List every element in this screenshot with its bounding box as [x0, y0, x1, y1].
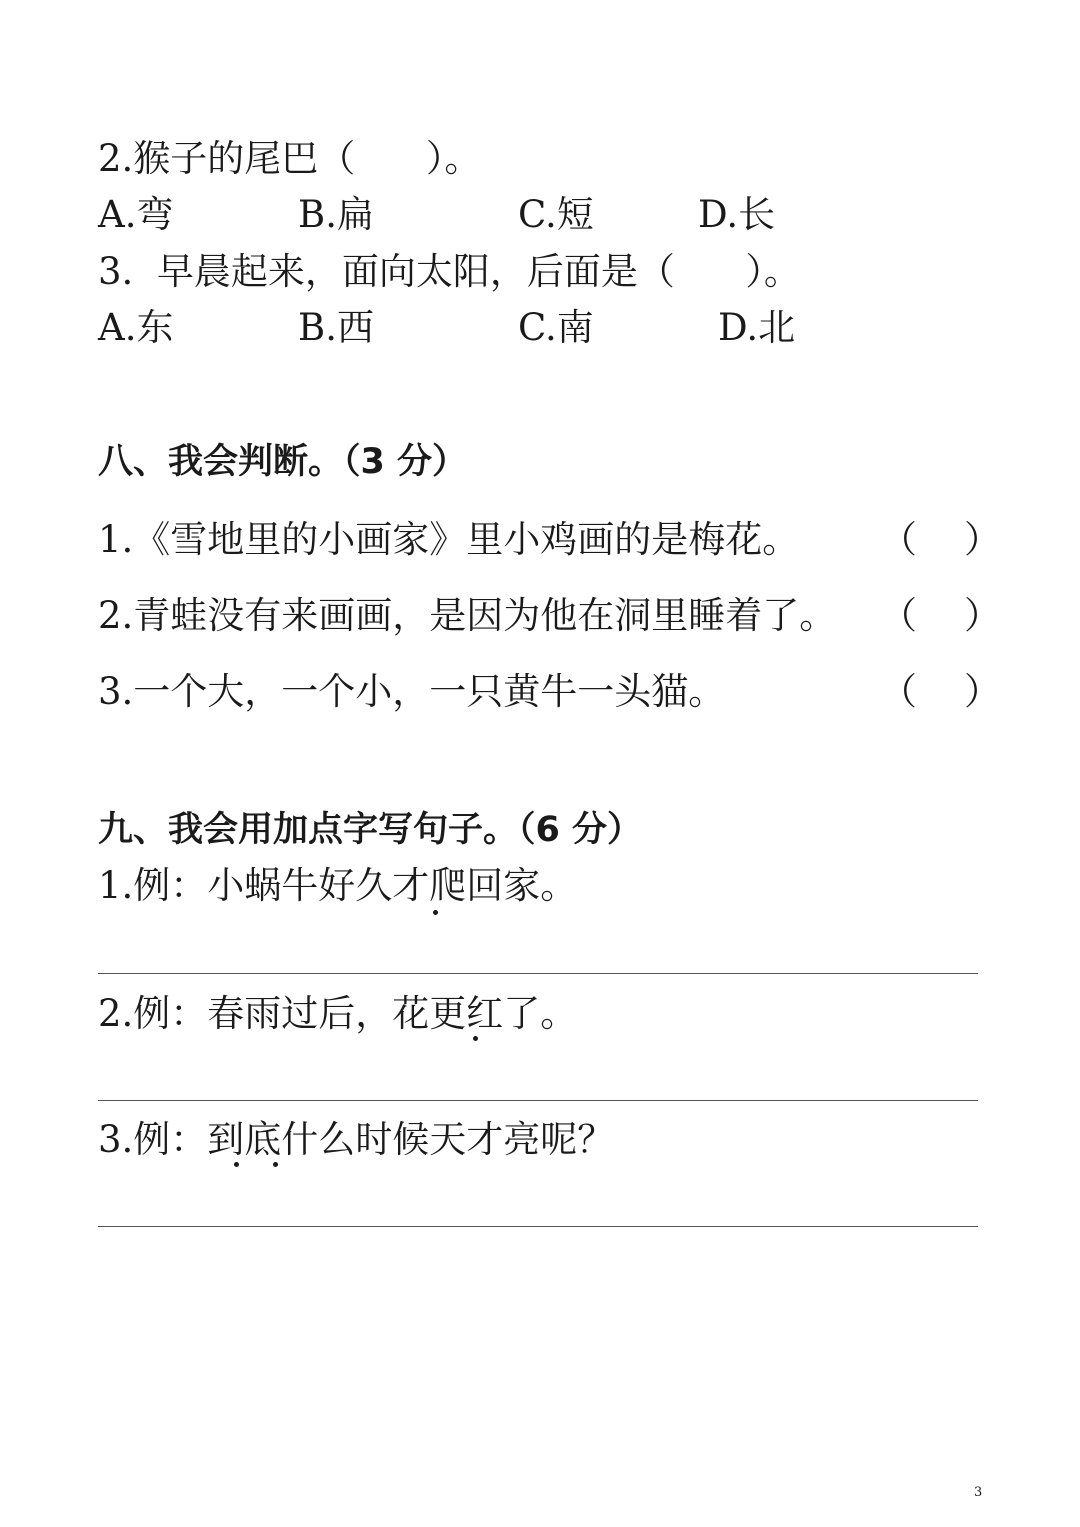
emphasis-dot: [473, 1036, 478, 1041]
emphasis-dot: [234, 1162, 239, 1167]
question-7-2-option-c: C.短: [518, 193, 594, 236]
section-8-heading: 八、我会判断。（3 分）: [98, 442, 468, 482]
answer-line-2[interactable]: [98, 1100, 978, 1101]
sentence-example-2: 2.例：春雨过后，花更红了。: [98, 992, 578, 1035]
judge-item-1-answer[interactable]: （ ）: [880, 518, 1002, 561]
question-7-2-option-d: D.长: [698, 193, 776, 236]
emphasis-dot: [433, 910, 438, 915]
question-7-2-option-a: A.弯: [98, 193, 174, 236]
question-7-3-option-c: C.南: [518, 306, 594, 349]
question-7-3-option-b: B.西: [298, 306, 374, 349]
judge-item-2-text: 2.青蛙没有来画画，是因为他在洞里睡着了。: [98, 594, 837, 637]
question-7-2-stem: 2.猴子的尾巴（ ）。: [98, 137, 482, 180]
answer-line-1[interactable]: [98, 973, 978, 974]
question-7-2-option-b: B.扁: [298, 193, 374, 236]
sentence-example-3: 3.例：到底什么时候天才亮呢？: [98, 1118, 615, 1161]
page-number: 3: [974, 1485, 983, 1500]
question-7-3-stem: 3. 早晨起来，面向太阳，后面是（ ）。: [98, 250, 801, 293]
judge-item-1-text: 1.《雪地里的小画家》里小鸡画的是梅花。: [98, 518, 800, 561]
judge-item-3-text: 3.一个大，一个小，一只黄牛一头猫。: [98, 670, 726, 713]
judge-item-3-answer[interactable]: （ ）: [880, 670, 1002, 713]
sentence-example-1: 1.例：小蜗牛好久才爬回家。: [98, 864, 578, 907]
question-7-3-option-a: A.东: [98, 306, 174, 349]
question-7-3-option-d: D.北: [718, 306, 796, 349]
answer-line-3[interactable]: [98, 1226, 978, 1227]
judge-item-2-answer[interactable]: （ ）: [880, 594, 1002, 637]
emphasis-dot: [273, 1162, 278, 1167]
section-9-heading: 九、我会用加点字写句子。（6 分）: [98, 810, 643, 850]
